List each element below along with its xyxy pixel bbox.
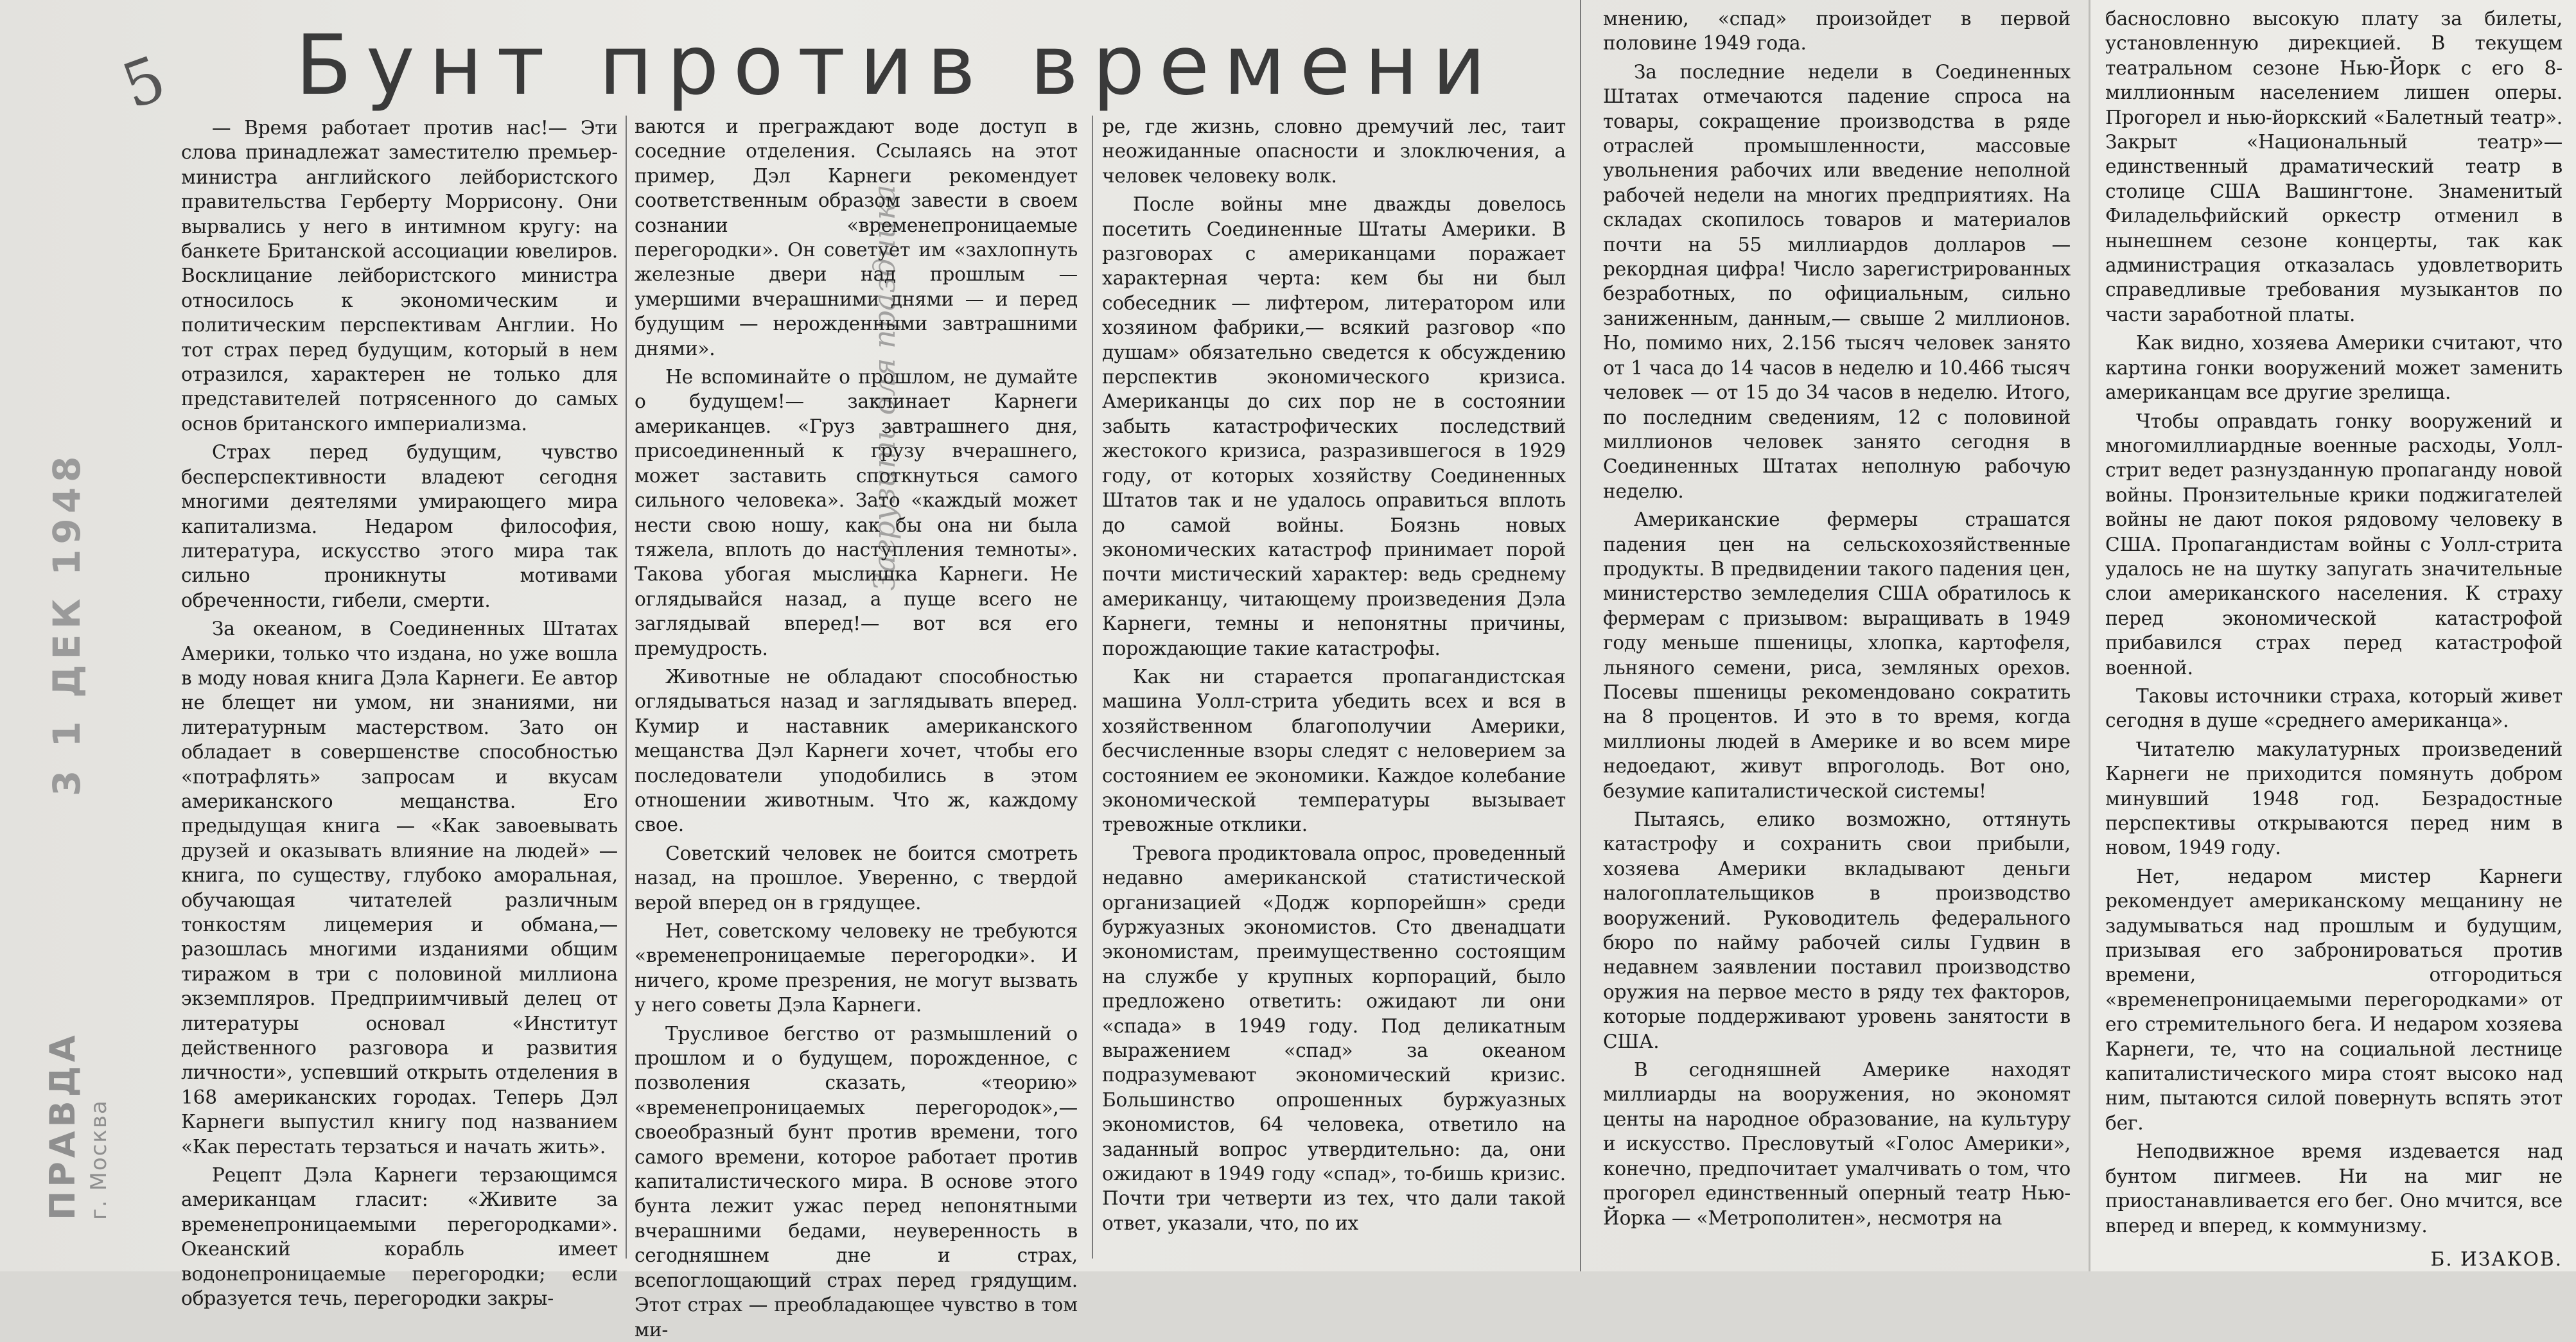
paragraph: Страх перед будущим, чувство бесперспективности владеют сегодня многими деятелями умирающего мира капитализма. Недаром философия, литература, искусство этого мира так сильно проникнуты мотивами обреченности, гибели, смерти.: [181, 441, 618, 611]
publication-stamp: [42, 963, 116, 1220]
paragraph: Трусливое бегство от размышлений о прошлом и о будущем, порожденное, с позволения сказать, «теорию» «временепроницаемых перегородок»,—своеобразный бунт против времени, того самого времени, которое работает против капиталистического мира. В основе этого бунта лежит ужас перед непонятными вчерашними бедами, неуверенность в сегодняшнем дне и страх, всепоглощающий страх перед грядущим. Этот страх — преобладающее чувство в том ми-: [635, 1022, 1078, 1341]
paragraph: баснословно высокую плату за билеты, установленную дирекцией. В текущем театральном сезоне Нью-Йорк с его 8-миллионным населением лишен оперы. Прогорел и нью-йоркский «Балетный театр». Закрыт «Национальный театр»—единственный драматический театр в столице США Вашингтоне. Знаменитый Филадельфийский оркестр отменил в нынешнем сезоне концерты, так как администрация отказалась удовлетворить справедливые требования музыкантов по части заработной платы.: [2105, 8, 2563, 326]
paragraph: Не вспоминайте о прошлом, не думайте о будущем!— заклинает Карнеги американцев. «Груз завтрашнего дня, присоединенный к грузу вчерашнего, может заставить споткнуться самого сильного человека». Зато «каждый может нести свою ношу, как бы она ни была тяжела, вплоть до наступления темноты». Такова убогая мыслишка Карнеги. Не оглядывайся назад, а пуще всего не заглядывай вперед!— вот вся его премудрость.: [635, 366, 1078, 659]
date-stamp: 3 1 ДЕК 1948: [45, 451, 89, 796]
handwritten-number: 5: [113, 42, 175, 123]
column-rule: [1092, 116, 1093, 1259]
publication-name: ПРАВДА: [42, 1031, 83, 1220]
paragraph: После войны мне дважды довелось посетить Соединенные Штаты Америки. В разговорах с американцами поражает характерная черта: кем бы ни был собеседник — лифтером, литератором или хозяином фабрики,— всякий разговор «по душам» обязательно сведется к обсуждению перспектив экономического кризиса. Американцы до сих пор не в состоянии забыть катастрофических последствий жестокого кризиса, разразившегося в 1929 году, от которых хозяйству Соединенных Штатов так и не удалось оправиться вплоть до самой войны. Боязнь новых экономических катастроф принимает порой почти мистический характер: ведь среднему американцу, читающему произведения Дэла Карнеги, темны и непонятны причины, порождающие такие катастрофы.: [1102, 193, 1566, 659]
article-column-3: [1102, 114, 1566, 1251]
article-column-4: [1603, 6, 2071, 1265]
article-column-1: [181, 116, 618, 1310]
publication-city: г. Москва: [86, 1099, 112, 1220]
column-rule: [1580, 0, 1581, 1271]
paragraph: Рецепт Дэла Карнеги терзающимся американцам гласит: «Живите за временепроницаемыми перегородками». Океанский корабль имеет водонепроницаемые перегородки; если образуется течь, перегородки закры-: [181, 1164, 618, 1310]
article-column-5: [2105, 6, 2563, 1270]
paragraph: За океаном, в Соединенных Штатах Америки, только что издана, но уже вошла в моду новая книга Дэла Карнеги. Ее автор не блещет ни умом, ни знаниями, ни литературным мастерством. Зато он обладает в совершенстве способностью «потрафлять» запросам и вкусам американского мещанства. Его предыдущая книга — «Как завоевывать друзей и оказывать влияние на людей» — книга, по существу, глубоко аморальная, обучающая читателей различным тонкостям лицемерия и обмана,— разошлась многими изданиями общим тиражом в три с половиной миллиона экземпляров. Предприимчивый делец от литературы основал «Институт действенного разговора и развития личности», успевший открыть отделения в 168 американских городах. Теперь Дэл Карнеги выпустил книгу под названием «Как перестать терзаться и начать жить».: [181, 618, 618, 1158]
paragraph: Американские фермеры страшатся падения цен на сельскохозяйственные продукты. В предвидении такого падения цен, министерство земледелия США обратилось к фермерам с призывом: выращивать в 1949 году меньше пшеницы, хлопка, картофеля, льняного семени, риса, земляных орехов. Посевы пшеницы рекомендовано сократить на 8 процентов. И это в то время, когда миллионы людей в Америке и во всем мире недоедают, живут впроголодь. Вот оно, безумие капиталистической системы!: [1603, 509, 2071, 802]
article-headline: Бунт против времени: [295, 18, 1500, 114]
article-column-2: [635, 114, 1078, 1341]
paragraph: ре, где жизнь, словно дремучий лес, таит неожиданные опасности и злоключения, а человек человеку волк.: [1102, 116, 1566, 187]
handwritten-note: Загрузить для праздника: [867, 184, 902, 591]
author-signature: Б. ИЗАКОВ.: [2430, 1248, 2563, 1270]
column-rule: [626, 116, 627, 1259]
paragraph: Неподвижное время издевается над бунтом пигмеев. Ни на миг не приостанавливается его бег. Оно мчится, все вперед и вперед, к коммунизму.: [2105, 1140, 2563, 1237]
paragraph: мнению, «спад» произойдет в первой половине 1949 года.: [1603, 8, 2071, 55]
paragraph: Нет, недаром мистер Карнеги рекомендует американскому мещанину не задумываться над прошлым и будущим, призывая его забронироваться против времени, отгородиться «временепроницаемыми перегородками» от его стремительного бега. И недаром хозяева Карнеги, те, что на социальной лестнице капиталистического мира стоят высоко над ним, пытаются силой повернуть вспять этот бег.: [2105, 865, 2563, 1134]
paragraph: За последние недели в Соединенных Штатах отмечаются падение спроса на товары, сокращение производства в ряде отраслей промышленности, массовые увольнения рабочих или введение неполной рабочей недели на многих предприятиях. На складах скопилось товаров и материалов почти на 55 миллиардов долларов — рекордная цифра! Число зарегистрированных безработных, по официальным, сильно заниженным, данным,— свыше 2 миллионов. Но, помимо них, 2.156 тысяч человек занято от 1 часа до 14 часов в неделю и 10.466 тысяч человек — от 15 до 34 часов в неделю. Итого, по последним сведениям, 12 с половиной миллионов человек занято сегодня в Соединенных Штатах неполную рабочую неделю.: [1603, 60, 2071, 502]
paragraph: Как видно, хозяева Америки считают, что картина гонки вооружений может заменить американцам все другие зрелища.: [2105, 332, 2563, 404]
paragraph: Чтобы оправдать гонку вооружений и многомиллиардные военные расходы, Уолл-стрит ведет разнузданную пропаганду новой войны. Пронзительные крики поджигателей войны не дают покоя рядовому человеку в США. Пропагандистам войны с Уолл-стрита удалось не на шутку запугать значительные слои американского населения. К страху перед экономической катастрофой прибавился страх перед катастрофой военной.: [2105, 410, 2563, 679]
paragraph: ваются и преграждают воде доступ в соседние отделения. Ссылаясь на этот пример, Дэл Карнеги рекомендует соответственным образом завести в своем сознании «временепроницаемые перегородки». Он советует им «захлопнуть железные двери над прошлым — умершими вчерашними днями — и перед будущим — нерожденными завтрашними днями».: [635, 116, 1078, 360]
paragraph: Читателю макулатурных произведений Карнеги не приходится помянуть добром минувший 1948 год. Безрадостные перспективы открываются перед ним в новом, 1949 году.: [2105, 738, 2563, 859]
paragraph: Таковы источники страха, который живет сегодня в душе «среднего американца».: [2105, 684, 2563, 732]
paragraph: Советский человек не боится смотреть назад, на прошлое. Уверенно, с твердой верой вперед он в грядущее.: [635, 842, 1078, 914]
paragraph: Тревога продиктовала опрос, проведенный недавно американской статистической организацией «Додж корпорейшн» среди буржуазных экономистов. Сто двенадцати экономистам, преимущественно состоящим на службе у крупных корпораций, было предложено ответить: ожидают ли они «спада» в 1949 году. Под деликатным выражением «спад» за океаном подразумевают экономический кризис. Большинство опрошенных буржуазных экономистов, 64 человека, ответило на заданный вопрос утвердительно: да, они ожидают в 1949 году «спад», то-бишь кризис. Почти три четверти из тех, что дали такой ответ, указали, что, по их: [1102, 842, 1566, 1234]
paragraph: Нет, советскому человеку не требуются «временепроницаемые перегородки». И ничего, кроме презрения, не могут вызвать у него советы Дэла Карнеги.: [635, 920, 1078, 1016]
paragraph: Пытаясь, елико возможно, оттянуть катастрофу и сохранить свои прибыли, хозяева Америки вкладывают деньги налогоплательщиков в производство вооружений. Руководитель федерального бюро по найму рабочей силы Гудвин в недавнем заявлении поставил производство оружия на первое место в ряду тех факторов, которые поддерживают уровень занятости в США.: [1603, 808, 2071, 1052]
paragraph: — Время работает против нас!— Эти слова принадлежат заместителю премьер-министра английского лейбористского правительства Герберту Моррисону. Они вырвались у него в интимном кругу: на банкете Британской ассоциации ювелиров. Восклицание лейбористского министра относилось к экономическим и политическим перспективам Англии. Но тот страх перед будущим, который в нем отразился, характерен не только для представителей потрясенного до самых основ британского империализма.: [181, 117, 618, 435]
paragraph: В сегодняшней Америке находят миллиарды на вооружения, но экономят центы на народное образование, на культуру и искусство. Пресловутый «Голос Америки», конечно, предпочитает умалчивать о том, что прогорел единственный оперный театр Нью-Йорка — «Метрополитен», несмотря на: [1603, 1059, 2071, 1229]
paragraph: Как ни старается пропагандистская машина Уолл-стрита убедить всех и вся в хозяйственном благополучии Америки, бесчисленные взоры следят с неловерием за состоянием ее экономики. Каждое колебание экономической температуры вызывает тревожные отклики.: [1102, 665, 1566, 836]
paragraph: Животные не обладают способностью оглядываться назад и заглядывать вперед. Кумир и наставник американского мещанства Дэл Карнеги хочет, чтобы его последователи уподобились в этом отношении животным. Что ж, каждому свое.: [635, 665, 1078, 836]
